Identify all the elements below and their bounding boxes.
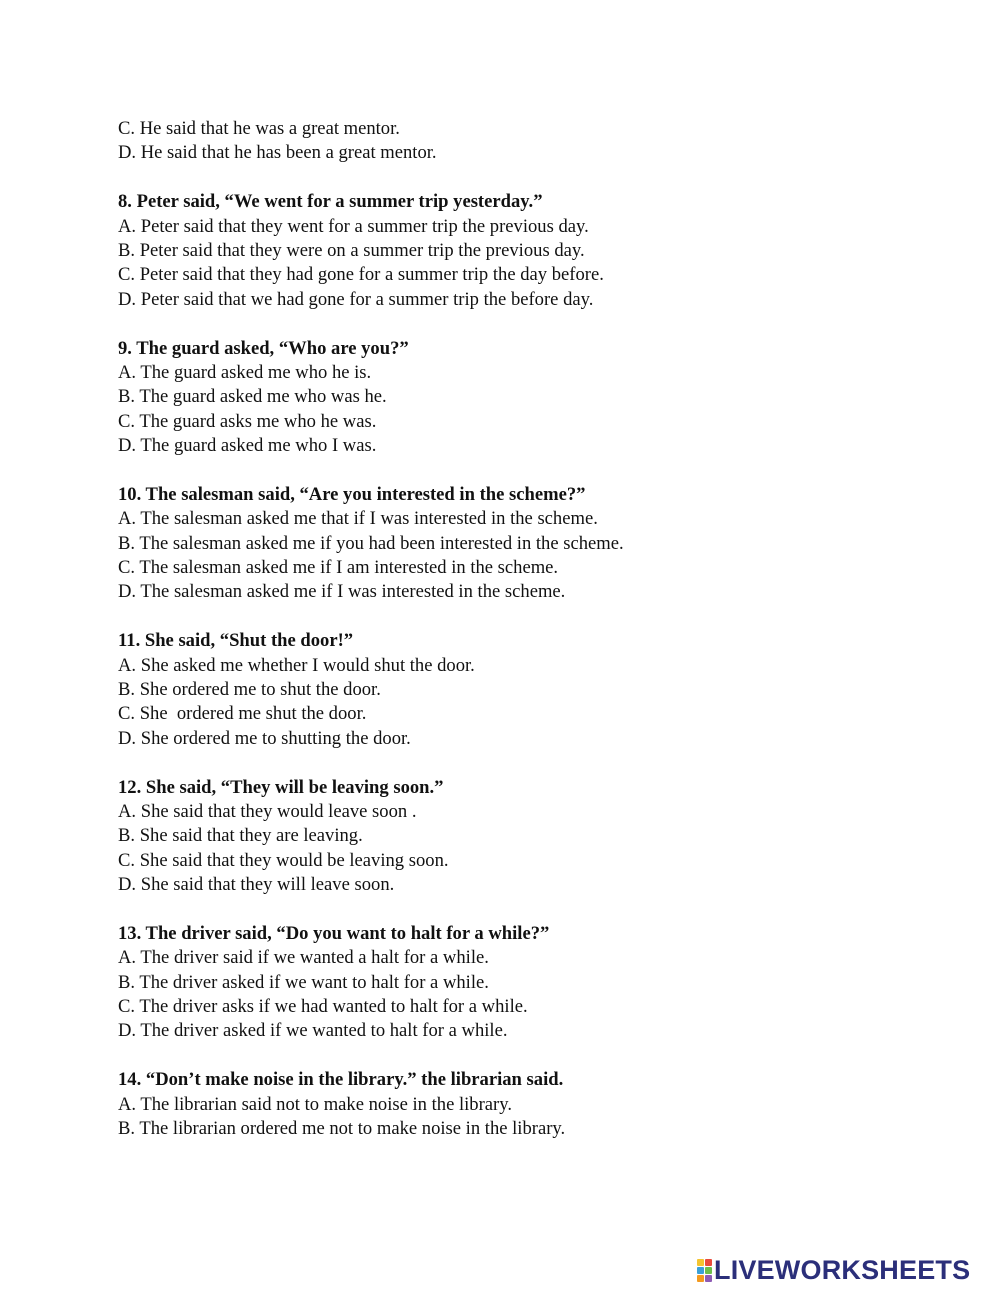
answer-option: A. She said that they would leave soon . — [118, 800, 417, 822]
question-text: 10. The salesman said, “Are you interested in the scheme?” — [118, 483, 586, 505]
answer-option: C. The salesman asked me if I am interested in the scheme. — [118, 557, 559, 579]
logo-block — [705, 1275, 712, 1282]
question-text: 13. The driver said, “Do you want to halt for a while?” — [118, 922, 550, 944]
answer-option: A. The librarian said not to make noise in the library. — [118, 1093, 512, 1115]
answer-option: B. Peter said that they were on a summer trip the previous day. — [118, 239, 585, 261]
answer-option: A. She asked me whether I would shut the door. — [118, 654, 475, 676]
blank-line — [118, 166, 978, 190]
answer-option: C. She said that they would be leaving soon. — [118, 849, 449, 871]
blank-line — [118, 458, 978, 482]
answer-option: C. She ordered me shut the door. — [118, 703, 367, 725]
logo-block — [697, 1259, 704, 1266]
answer-option: D. Peter said that we had gone for a summer trip the before day. — [118, 288, 594, 310]
answer-option: A. Peter said that they went for a summer trip the previous day. — [118, 215, 589, 237]
question-text: 12. She said, “They will be leaving soon.” — [118, 776, 444, 798]
answer-option: A. The guard asked me who he is. — [118, 361, 372, 383]
logo-blocks-icon — [697, 1259, 712, 1282]
answer-option: C. The driver asks if we had wanted to halt for a while. — [118, 996, 528, 1018]
question-text: 11. She said, “Shut the door!” — [118, 630, 354, 652]
blank-line — [118, 1044, 978, 1068]
answer-option: C. Peter said that they had gone for a summer trip the day before. — [118, 264, 604, 286]
logo-block — [697, 1275, 704, 1282]
logo-block — [705, 1259, 712, 1266]
answer-option: B. The driver asked if we want to halt for a while. — [118, 971, 489, 993]
answer-option: D. She ordered me to shutting the door. — [118, 727, 411, 749]
answer-option: B. The salesman asked me if you had been interested in the scheme. — [118, 532, 624, 554]
answer-option: D. The guard asked me who I was. — [118, 435, 377, 457]
answer-option: B. The guard asked me who was he. — [118, 386, 387, 408]
logo-block — [697, 1267, 704, 1274]
question-text: 8. Peter said, “We went for a summer trip yesterday.” — [118, 191, 543, 213]
answer-option: B. The librarian ordered me not to make noise in the library. — [118, 1118, 566, 1140]
answer-option: D. The salesman asked me if I was interested in the scheme. — [118, 581, 566, 603]
answer-option: A. The salesman asked me that if I was interested in the scheme. — [118, 508, 598, 530]
answer-option: C. The guard asks me who he was. — [118, 410, 377, 432]
blank-line — [118, 312, 978, 336]
answer-option: D. He said that he has been a great mentor. — [118, 142, 437, 164]
blank-line — [118, 605, 978, 629]
answer-option: B. She said that they are leaving. — [118, 825, 363, 847]
answer-option: D. The driver asked if we wanted to halt for a while. — [118, 1020, 508, 1042]
question-text: 9. The guard asked, “Who are you?” — [118, 337, 409, 359]
liveworksheets-logo — [697, 1254, 970, 1286]
worksheet-content — [118, 117, 978, 1141]
logo-block — [705, 1267, 712, 1274]
blank-line — [118, 751, 978, 775]
answer-option: D. She said that they will leave soon. — [118, 874, 395, 896]
blank-line — [118, 898, 978, 922]
answer-option: A. The driver said if we wanted a halt for a while. — [118, 947, 489, 969]
question-text: 14. “Don’t make noise in the library.” the librarian said. — [118, 1069, 564, 1091]
logo-text: LIVEWORKSHEETS — [714, 1255, 971, 1285]
answer-option: B. She ordered me to shut the door. — [118, 678, 381, 700]
answer-option: C. He said that he was a great mentor. — [118, 118, 400, 139]
